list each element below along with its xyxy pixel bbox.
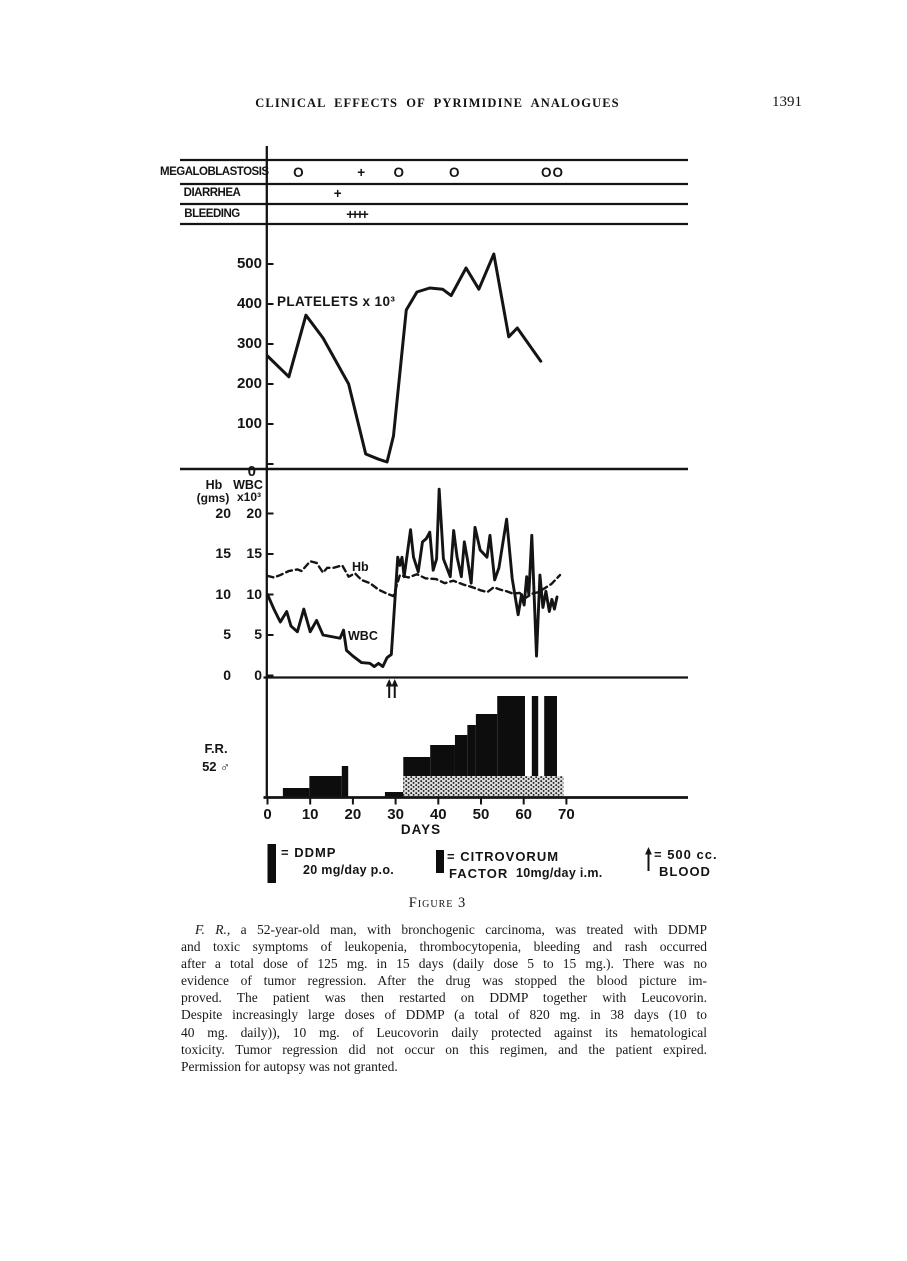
- symptom-row-label: BLEEDING: [184, 208, 240, 220]
- caption-line: toxicity. Tumor regression did not occur on this regimen, and the patient expired.: [181, 1041, 707, 1057]
- legend-ddmp-label: = DDMP: [281, 845, 337, 860]
- caption-line: evidence of tumor regression. After the drug was stopped the blood picture im-: [181, 973, 707, 989]
- wbc-axis-units: x10³: [236, 490, 262, 504]
- running-head: CLINICAL EFFECTS OF PYRIMIDINE ANALOGUES: [255, 96, 620, 110]
- platelets-ytick-label: 300: [236, 335, 262, 352]
- hb-ytick-label: 10: [215, 585, 231, 602]
- x-axis-tick-label: 10: [301, 806, 319, 823]
- legend-citrovorum-label: = CITROVORUM: [447, 849, 560, 864]
- platelets-ytick-label: 100: [236, 415, 262, 432]
- caption-line: F. R., a 52-year-old man, with bronchogenic carcinoma, was treated with DDMP: [195, 922, 708, 937]
- hb-ytick-label: 5: [223, 626, 231, 642]
- page-number: 1391: [772, 94, 802, 110]
- symptom-mark: +: [357, 165, 366, 180]
- platelets-zero-label: 0: [247, 463, 256, 480]
- legend-blood-label2: BLOOD: [659, 864, 711, 879]
- symptom-row-label: DIARRHEA: [183, 187, 241, 199]
- platelets-ytick-label: 400: [236, 295, 262, 312]
- caption-patient-initials: F. R.,: [195, 922, 231, 937]
- wbc-ytick-label: 20: [246, 504, 262, 521]
- wbc-ytick-label: 5: [254, 626, 262, 642]
- symptom-mark: O: [293, 165, 304, 180]
- hb-axis-units: (gms): [196, 491, 230, 505]
- wbc-ytick-label: 15: [246, 545, 262, 561]
- x-axis-title: DAYS: [400, 822, 442, 837]
- symptom-mark: OO: [540, 165, 564, 180]
- caption-line: 40 mg. daily)), 10 mg. of Leucovorin daily protected against its hematological: [181, 1024, 707, 1040]
- hb-ytick-label: 20: [215, 504, 231, 521]
- hb-curve-label: Hb: [352, 560, 369, 574]
- platelets-ytick-label: 200: [236, 375, 262, 392]
- x-axis-tick-label: 40: [429, 806, 447, 823]
- hb-axis-header: Hb: [205, 478, 223, 492]
- x-axis-tick-label: 20: [344, 806, 362, 823]
- hb-ytick-label: 15: [215, 545, 231, 561]
- caption-line: after a total dose of 125 mg. in 15 days (daily dose 5 to 15 mg.). There was no: [181, 956, 707, 972]
- x-axis-tick-label: 30: [387, 806, 404, 823]
- x-axis-tick-label: 0: [263, 806, 272, 823]
- x-axis-tick-label: 60: [515, 806, 533, 823]
- symptom-mark: O: [448, 165, 460, 180]
- x-axis-tick-label: 70: [558, 806, 575, 823]
- symptom-mark: ++++: [346, 207, 366, 222]
- figure-number-label: Figure 3: [408, 895, 467, 911]
- caption-line: and toxic symptoms of leukopenia, thrombocytopenia, bleeding and rash occurred: [181, 939, 707, 955]
- wbc-ytick-label: 10: [246, 585, 262, 602]
- wbc-curve-label: WBC: [348, 629, 378, 643]
- figure-caption: [181, 921, 707, 1075]
- legend-blood-label: = 500 cc.: [654, 847, 718, 862]
- platelets-axis-title: PLATELETS x 10³: [277, 294, 396, 309]
- symptom-row-label: MEGALOBLASTOSIS: [160, 166, 269, 178]
- hb-ytick-label: 0: [223, 666, 231, 683]
- wbc-axis-header: WBC: [233, 478, 263, 492]
- patient-id-label: F.R.: [204, 741, 228, 756]
- caption-line: proved. The patient was then restarted on DDMP together with Leucovorin.: [181, 990, 707, 1006]
- legend-citrovorum-label2: FACTOR: [449, 866, 509, 881]
- symptom-mark: +: [333, 186, 342, 201]
- symptom-mark: O: [393, 165, 404, 180]
- platelets-ytick-label: 500: [236, 255, 262, 272]
- caption-line: Permission for autopsy was not granted.: [181, 1058, 398, 1074]
- wbc-ytick-label: 0: [254, 666, 262, 683]
- x-axis-tick-label: 50: [472, 806, 490, 823]
- legend-ddmp-dose: 20 mg/day p.o.: [303, 863, 395, 877]
- caption-line: Despite increasingly large doses of DDMP (a total of 820 mg. in 38 days (10 to: [181, 1007, 707, 1023]
- patient-age-sex-label: 52 ♂: [202, 759, 230, 774]
- legend-citrovorum-dose: 10mg/day i.m.: [516, 866, 603, 880]
